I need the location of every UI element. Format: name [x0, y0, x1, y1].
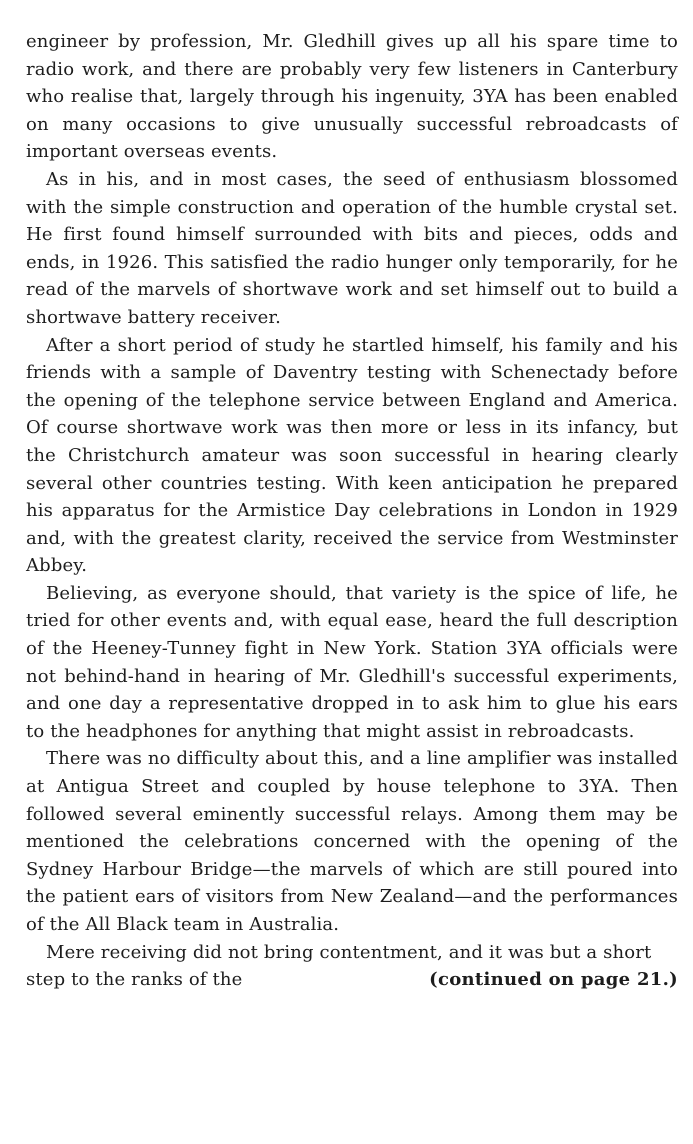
paragraph-4: Believing, as everyone should, that variety is the spice of life, he tried for other events and, with equal ease, heard the full description of the Heeney-Tunney fight in New York. Station 3YA officials were not behind-hand in hearing of Mr. Gledhill's successful experiments, and one day a representative dropped in to ask him to glue his ears to the headphones for anything that might assist in rebroadcasts.	[26, 582, 678, 742]
article-page	[26, 28, 678, 994]
paragraph-5: There was no difficulty about this, and a line amplifier was installed at Antigua Street and coupled by house telephone to 3YA. Then followed several eminently successful relays. Among them may be mentioned the celebrations concerned with the opening of the Sydney Harbour Bridge—the marvels of which are still poured into the patient ears of visitors from New Zealand—and the performances of the All Black team in Australia.	[26, 748, 678, 935]
paragraph-6-text: Mere receiving did not bring contentment, and it was but a short step to the ranks of the	[26, 941, 652, 991]
paragraph-1: engineer by profession, Mr. Gledhill gives up all his spare time to radio work, and there are probably very few listeners in Canterbury who realise that, largely through his ingenuity, 3YA has been enabled on many occasions to give unusually successful rebroadcasts of important overseas events.	[26, 31, 678, 163]
paragraph-6	[26, 939, 678, 994]
paragraph-3: After a short period of study he startled himself, his family and his friends with a sample of Daventry testing with Schenectady before the opening of the telephone service between England and America. Of course shortwave work was then more or less in its infancy, but the Christchurch amateur was soon successful in hearing clearly several other countries testing. With keen anticipation he prepared his apparatus for the Armistice Day celebrations in London in 1929 and, with the greatest clarity, received the service from Westminster Abbey.	[26, 334, 678, 577]
paragraph-2: As in his, and in most cases, the seed of enthusiasm blossomed with the simple construction and operation of the humble crystal set. He first found himself surrounded with bits and pieces, odds and ends, in 1926. This satisfied the radio hunger only temporarily, for he read of the marvels of shortwave work and set himself out to build a shortwave battery receiver.	[26, 168, 678, 328]
continued-note: (continued on page 21.)	[429, 969, 678, 991]
